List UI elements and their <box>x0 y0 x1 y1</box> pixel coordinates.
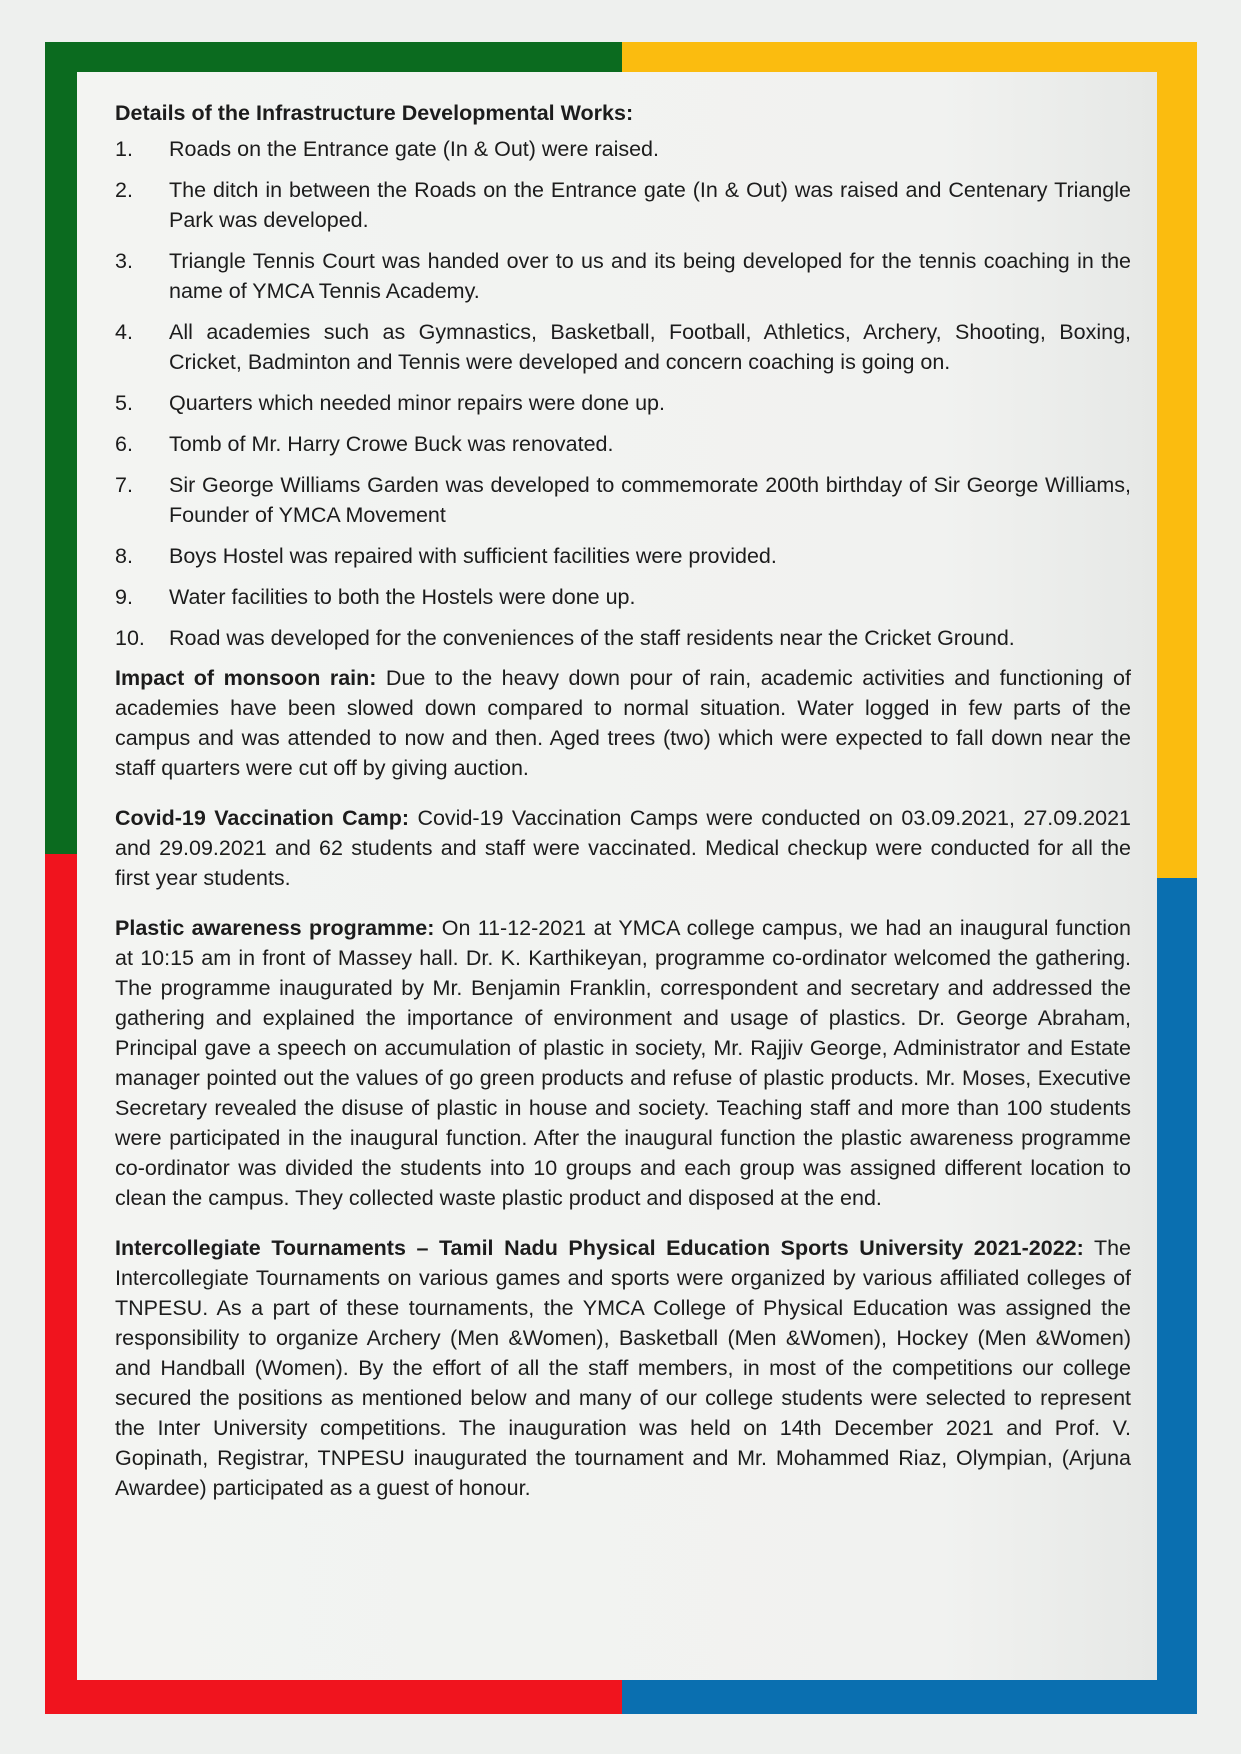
list-item-number: 10. <box>115 626 145 650</box>
list-item-text: Water facilities to both the Hostels were done up. <box>169 585 636 609</box>
list-item <box>115 388 1131 418</box>
list-item-text: Quarters which needed minor repairs were done up. <box>169 391 665 415</box>
list-item-text: Boys Hostel was repaired with sufficient facilities were provided. <box>169 544 777 568</box>
list-item-number: 2. <box>115 178 133 202</box>
frame-border-red-bottom <box>45 1680 622 1714</box>
frame-border-yellow-top <box>622 42 1197 72</box>
section-intercollegiate-tournaments <box>115 1233 1131 1503</box>
list-item-text: Tomb of Mr. Harry Crowe Buck was renovated. <box>169 432 614 456</box>
frame-border-yellow-right <box>1157 42 1197 878</box>
list-item <box>115 317 1131 377</box>
list-item-text: Road was developed for the conveniences of the staff residents near the Cricket Ground. <box>169 626 1015 650</box>
section-text: On 11-12-2021 at YMCA college campus, we had an inaugural function at 10:15 am in front of Massey hall. Dr. K. Karthikeyan, programme co-ordinator welcomed the gathering. The programme inaugurated by Mr. Benjamin Franklin, correspondent and secretary and addressed the gathering and explained the importance of environment and usage of plastics. Dr. George Abraham, Principal gave a speech on accumulation of plastic in society, Mr. Rajjiv George, Administrator and Estate manager pointed out the values of go green products and refuse of plastic products. Mr. Moses, Executive Secretary revealed the disuse of plastic in house and society. Teaching staff and more than 100 students were participated in the inaugural function. After the inaugural function the plastic awareness programme co-ordinator was divided the students into 10 groups and each group was assigned different location to clean the campus. They collected waste plastic product and disposed at the end. <box>115 916 1131 1210</box>
list-item-text: The ditch in between the Roads on the Entrance gate (In & Out) was raised and Centenary Triangle Park was developed. <box>169 178 1131 232</box>
list-item <box>115 541 1131 571</box>
section-vaccination-camp <box>115 803 1131 893</box>
frame-border-blue-right <box>1157 878 1197 1714</box>
infrastructure-list <box>115 134 1131 653</box>
list-item-number: 6. <box>115 432 133 456</box>
list-item-text: All academies such as Gymnastics, Basketball, Football, Athletics, Archery, Shooting, Boxing, Cricket, Badminton and Tennis were developed and concern coaching is going on. <box>169 320 1131 374</box>
section-text: Due to the heavy down pour of rain, academic activities and functioning of academies have been slowed down compared to normal situation. Water logged in few parts of the campus and was attended to now and then. Aged trees (two) which were expected to fall down near the staff quarters were cut off by giving auction. <box>115 666 1131 780</box>
document-body <box>115 98 1131 1523</box>
list-item-text: Roads on the Entrance gate (In & Out) were raised. <box>169 137 659 161</box>
section-lead: Intercollegiate Tournaments – Tamil Nadu Physical Education Sports University 2021-2022: <box>115 1236 1084 1260</box>
infrastructure-heading: Details of the Infrastructure Developmental Works: <box>115 101 634 125</box>
list-item-number: 4. <box>115 320 133 344</box>
list-item-number: 8. <box>115 544 133 568</box>
list-item-text: Triangle Tennis Court was handed over to us and its being developed for the tennis coaching in the name of YMCA Tennis Academy. <box>169 249 1131 303</box>
section-lead: Covid-19 Vaccination Camp: <box>115 806 410 830</box>
list-item <box>115 623 1131 653</box>
list-item-text: Sir George Williams Garden was developed to commemorate 200th birthday of Sir George Williams, Founder of YMCA Movement <box>169 473 1131 527</box>
section-text: Covid-19 Vaccination Camps were conducted on 03.09.2021, 27.09.2021 and 29.09.2021 and 62 students and staff were vaccinated. Medical checkup were conducted for all the first year students. <box>115 806 1131 890</box>
section-lead: Impact of monsoon rain: <box>115 666 377 690</box>
section-monsoon-impact <box>115 663 1131 783</box>
frame-border-green-top <box>45 42 622 72</box>
list-item-number: 3. <box>115 249 133 273</box>
list-item <box>115 429 1131 459</box>
list-item-number: 1. <box>115 137 133 161</box>
list-item-number: 9. <box>115 585 133 609</box>
frame-border-red-left <box>45 854 77 1714</box>
list-item <box>115 470 1131 530</box>
section-plastic-awareness <box>115 913 1131 1213</box>
list-item <box>115 134 1131 164</box>
section-lead: Plastic awareness programme: <box>115 916 435 940</box>
frame-border-green-left <box>45 42 77 854</box>
section-text: The Intercollegiate Tournaments on various games and sports were organized by various affiliated colleges of TNPESU. As a part of these tournaments, the YMCA College of Physical Education was assigned the responsibility to organize Archery (Men &Women), Basketball (Men &Women), Hockey (Men &Women) and Handball (Women). By the effort of all the staff members, in most of the competitions our college secured the positions as mentioned below and many of our college students were selected to represent the Inter University competitions. The inauguration was held on 14th December 2021 and Prof. V. Gopinath, Registrar, TNPESU inaugurated the tournament and Mr. Mohammed Riaz, Olympian, (Arjuna Awardee) participated as a guest of honour. <box>115 1236 1131 1500</box>
list-item <box>115 175 1131 235</box>
list-item <box>115 246 1131 306</box>
list-item-number: 5. <box>115 391 133 415</box>
frame-border-blue-bottom <box>622 1680 1197 1714</box>
list-item <box>115 582 1131 612</box>
list-item-number: 7. <box>115 473 133 497</box>
